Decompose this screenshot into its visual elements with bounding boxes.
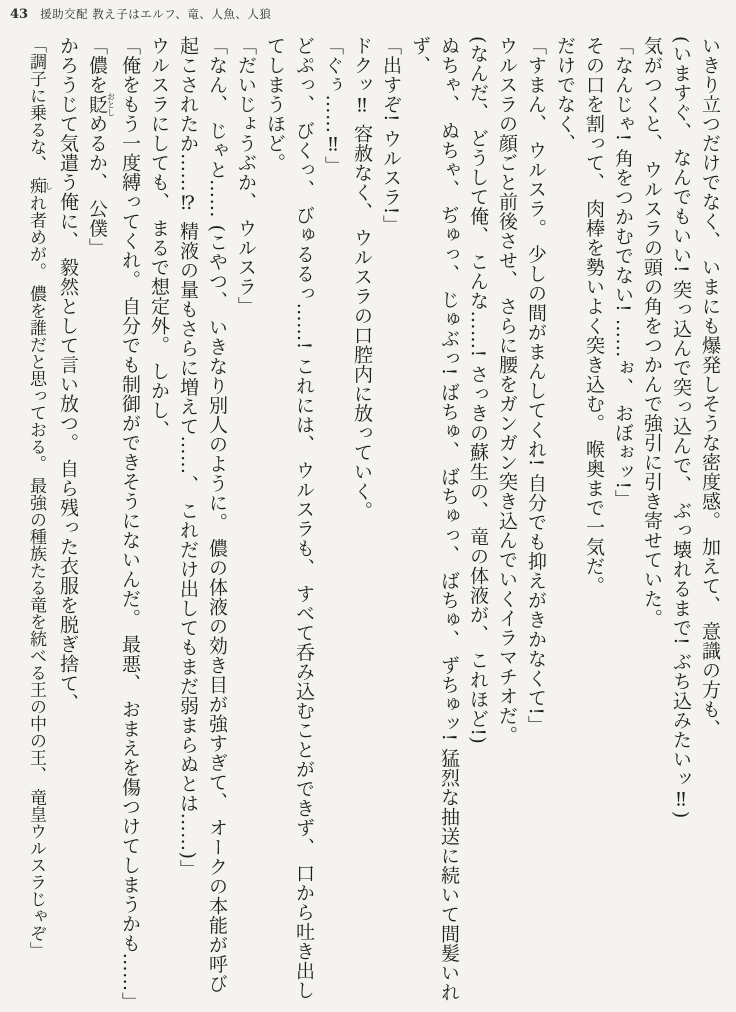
paragraph: その口を割って、 肉棒を勢いよく突き込む。 喉奥まで一気だ。 [583, 36, 605, 596]
paragraph: (なんだ、 どうして俺、 こんな……! さっきの蘇生の、 竜の体液が、 これほど!) [467, 36, 489, 745]
paragraph: ウルスラにしても、 まるで想定外。 しかし、 [148, 36, 170, 440]
page-header [10, 6, 271, 22]
body-text [21, 36, 724, 1012]
paragraph: 「だいじょうぶか、 ウルスラ」 [235, 36, 257, 316]
paragraph: 「ぐぅ……‼」 [322, 36, 344, 176]
paragraph: 「なん、 じゃと…… (こやつ、 いきなり別人のように。 儂の体液の効き目が強すぎて、 オークの本能が呼び起こされたか……⁉ 精液の量もさらに増えて……、 これだけ出してもまだ弱まらぬとは……)」 [177, 36, 228, 994]
paragraph: 「なんじゃ! 角をつかむでない! ……ぉ、 おぼぉッ!」 [612, 36, 634, 510]
paragraph: ぬちゃ、 ぬちゃ、 ぢゅっ、 じゅぶっ! ばちゅ、 ばちゅっ、 ばちゅ、 ずちゅッ! 猛烈な抽送に続いて間髪いれず、 [409, 36, 460, 1002]
book-title: 援助交配 教え子はエルフ、竜、人魚、人狼 [40, 7, 272, 21]
paragraph: かろうじて気遣う俺に、 毅然として言い放つ。 自ら残った衣服を脱ぎ捨て、 [57, 36, 79, 713]
page-number: 43 [10, 7, 29, 22]
paragraph: (いますぐ、 なんでもいい! 突っ込んで突っ込んで、 ぶっ壊れるまで! ぶち込みたいッ‼) [670, 36, 692, 819]
paragraph: どぷっ、 びくっ、 びゅるるっ……! これには、 ウルスラも、 すべて呑み込むことができず、 口から吐き出してしまうほど。 [264, 36, 315, 1000]
paragraph: 気がつくと、 ウルスラの頭の角をつかんで強引に引き寄せていた。 [641, 36, 663, 628]
paragraph: ドクッ‼ 容赦なく、 ウルスラの口腔内に放っていく。 [351, 36, 373, 521]
paragraph: 「儂を貶おとしめるか、 公僕」 [86, 36, 116, 258]
paragraph: いきり立つだけでなく、 いまにも爆発しそうな密度感。 加えて、 意識の方も、 [699, 36, 721, 739]
paragraph: 「俺をもう一度縛ってくれ。 自分でも制御ができそうにないんだ。 最悪、 おまえを傷つけてしまうかも……」 [119, 36, 141, 1012]
paragraph: ウルスラの顔ごと前後させ、 さらに腰をガンガン突き込んでいくイラマチオだ。 [496, 36, 518, 745]
paragraph: 「出すぞ! ウルスラ!」 [380, 36, 402, 235]
paragraph: だけでなく、 [554, 36, 576, 153]
paragraph: 「すまん、 ウルスラ。 少しの間がまんしてくれ! 自分でも抑えがきかなくて!」 [525, 36, 547, 735]
paragraph: 「調子に乗るな、 痴しれ者めが。 儂を誰だと思っておる。 最強の種族たる竜を統べる王の中の王、 竜皇ウルスラじゃぞ」 [26, 36, 54, 959]
